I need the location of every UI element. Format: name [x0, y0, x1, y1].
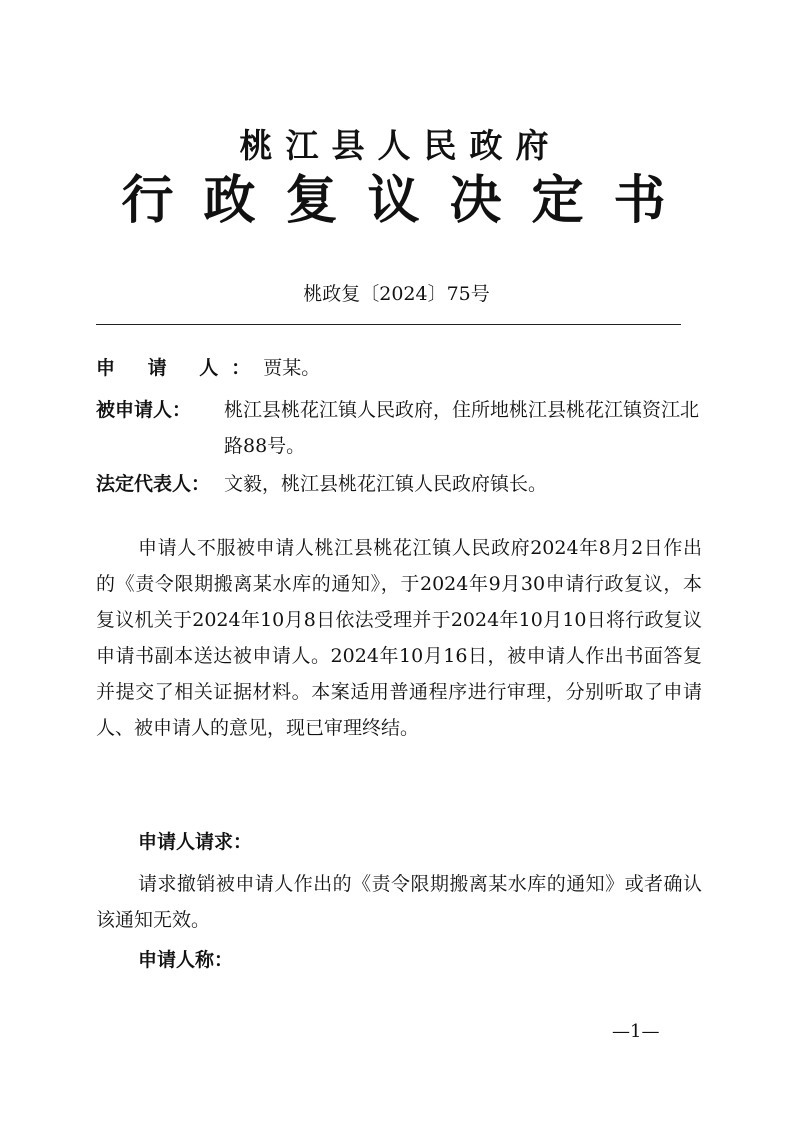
case-intro-paragraph: 申请人不服被申请人桃江县桃花江镇人民政府2024年8月2日作出的《责令限期搬离某水库的通知》，于2024年9月30申请行政复议，本复议机关于2024年10月8日依法受理并于2024年10月10日将行政复议申请书副本送达被申请人。2024年10月16日，被申请人作出书面答复并提交了相关证据材料。本案适用普通程序进行审理，分别听取了申请人、被申请人的意见，现已审理终结。: [96, 537, 702, 739]
header-divider: [96, 324, 681, 325]
party-legal-representative: [96, 466, 706, 502]
page-number: —1—: [612, 1021, 660, 1042]
party-value-legal-representative: 文毅，桃江县桃花江镇人民政府镇长。: [224, 473, 548, 495]
party-value-applicant: 贾某。: [263, 357, 321, 379]
party-value-respondent: 桃江县桃花江镇人民政府，住所地桃江县桃花江镇资江北路88号。: [224, 399, 700, 457]
party-applicant: [96, 350, 706, 386]
party-label-applicant: 申 请 人：: [96, 357, 264, 379]
party-label-respondent: 被申请人：: [96, 399, 192, 421]
party-respondent: [96, 392, 706, 464]
document-title: 行政复议决定书: [121, 171, 696, 231]
party-label-legal-representative: 法定代表人：: [96, 473, 211, 495]
applicant-request-heading: 申请人请求：: [138, 831, 253, 853]
applicant-claims-heading: 申请人称：: [138, 949, 234, 971]
document-number: 桃政复〔2024〕75号: [303, 283, 490, 305]
applicant-request-paragraph: 请求撤销被申请人作出的《责令限期搬离某水库的通知》或者确认该通知无效。: [96, 873, 702, 931]
issuing-authority-title: 桃江县人民政府: [239, 126, 562, 165]
